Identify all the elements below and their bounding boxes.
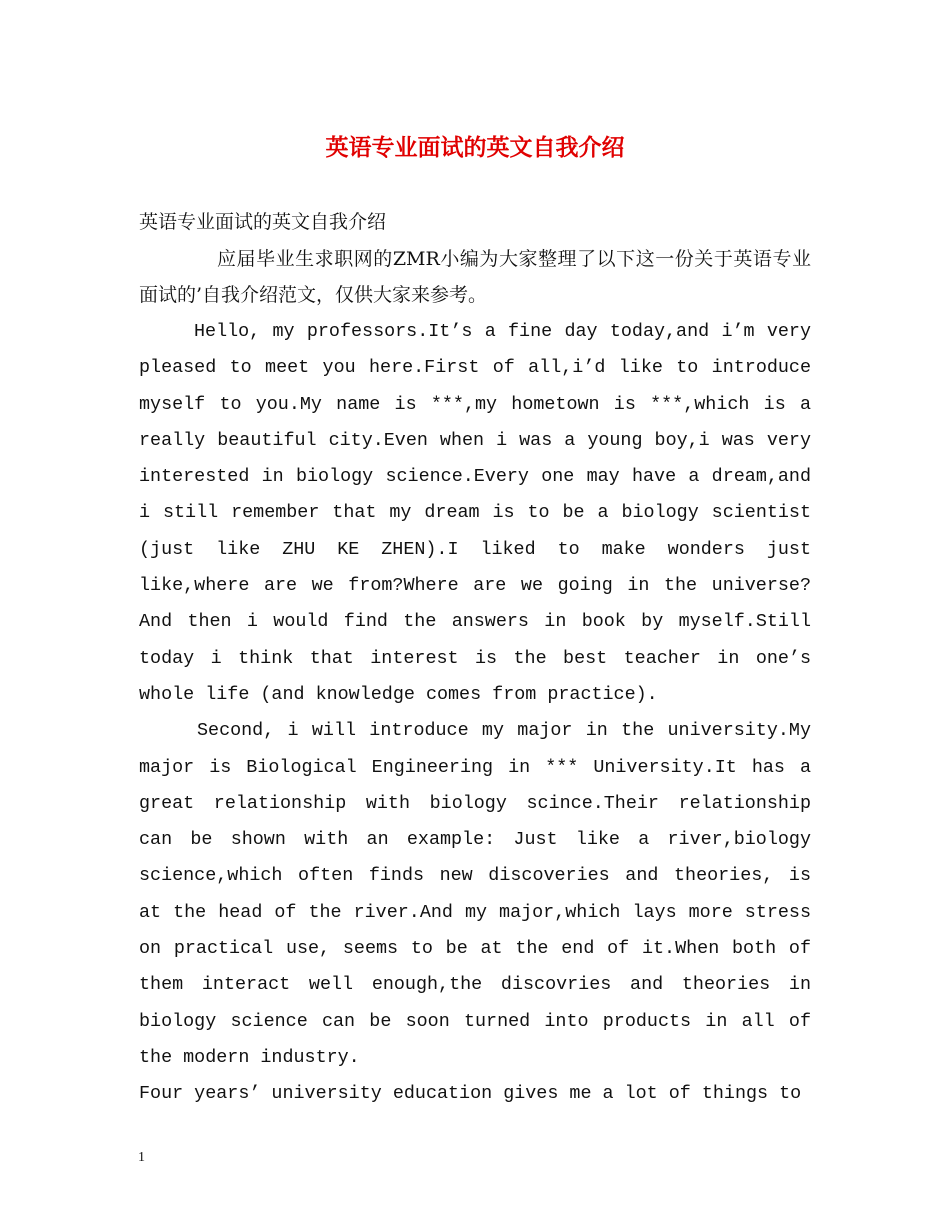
page-number: 1 [138,1150,145,1165]
body-paragraph-2: Second, i will introduce my major in the university.My major is Biological Engineering in *** University.It has a great relationship with biology scince.Their relationship can be shown with an example: Just like a river,biology science,which often finds new discoveries and theories, is at the head of the river.And my major,which lays more stress on practical use, seems to be at the end of it.When both of them interact well enough,the discovries and theories in biology science can be soon turned into products in all of the modern industry. [139,720,811,1068]
document-subtitle: 英语专业面试的英文自我介绍 [139,211,387,233]
body-paragraph-1: Hello, my professors.It’s a fine day today,and i’m very pleased to meet you here.First of all,i’d like to introduce myself to you.My name is ***,my hometown is ***,which is a really beautiful city.Even when i was a young boy,i was very interested in biology science.Every one may have a dream,and i still remember that my dream is to be a biology scientist (just like ZHU KE ZHEN).I liked to make wonders just like,where are we from?Where are we going in the universe?And then i would find the answers in book by myself.Still today i think that interest is the best teacher in one’s whole life (and knowledge comes from practice). [139,321,811,705]
body-paragraph-3: Four years’ university education gives me a lot of things to [139,1083,802,1105]
document-body [139,204,811,1113]
document-title: 英语专业面试的英文自我介绍 [325,134,625,161]
intro-paragraph: 应届毕业生求职网的ZMR小编为大家整理了以下这一份关于英语专业面试的’自我介绍范文，仅供大家来参考。 [139,248,811,306]
